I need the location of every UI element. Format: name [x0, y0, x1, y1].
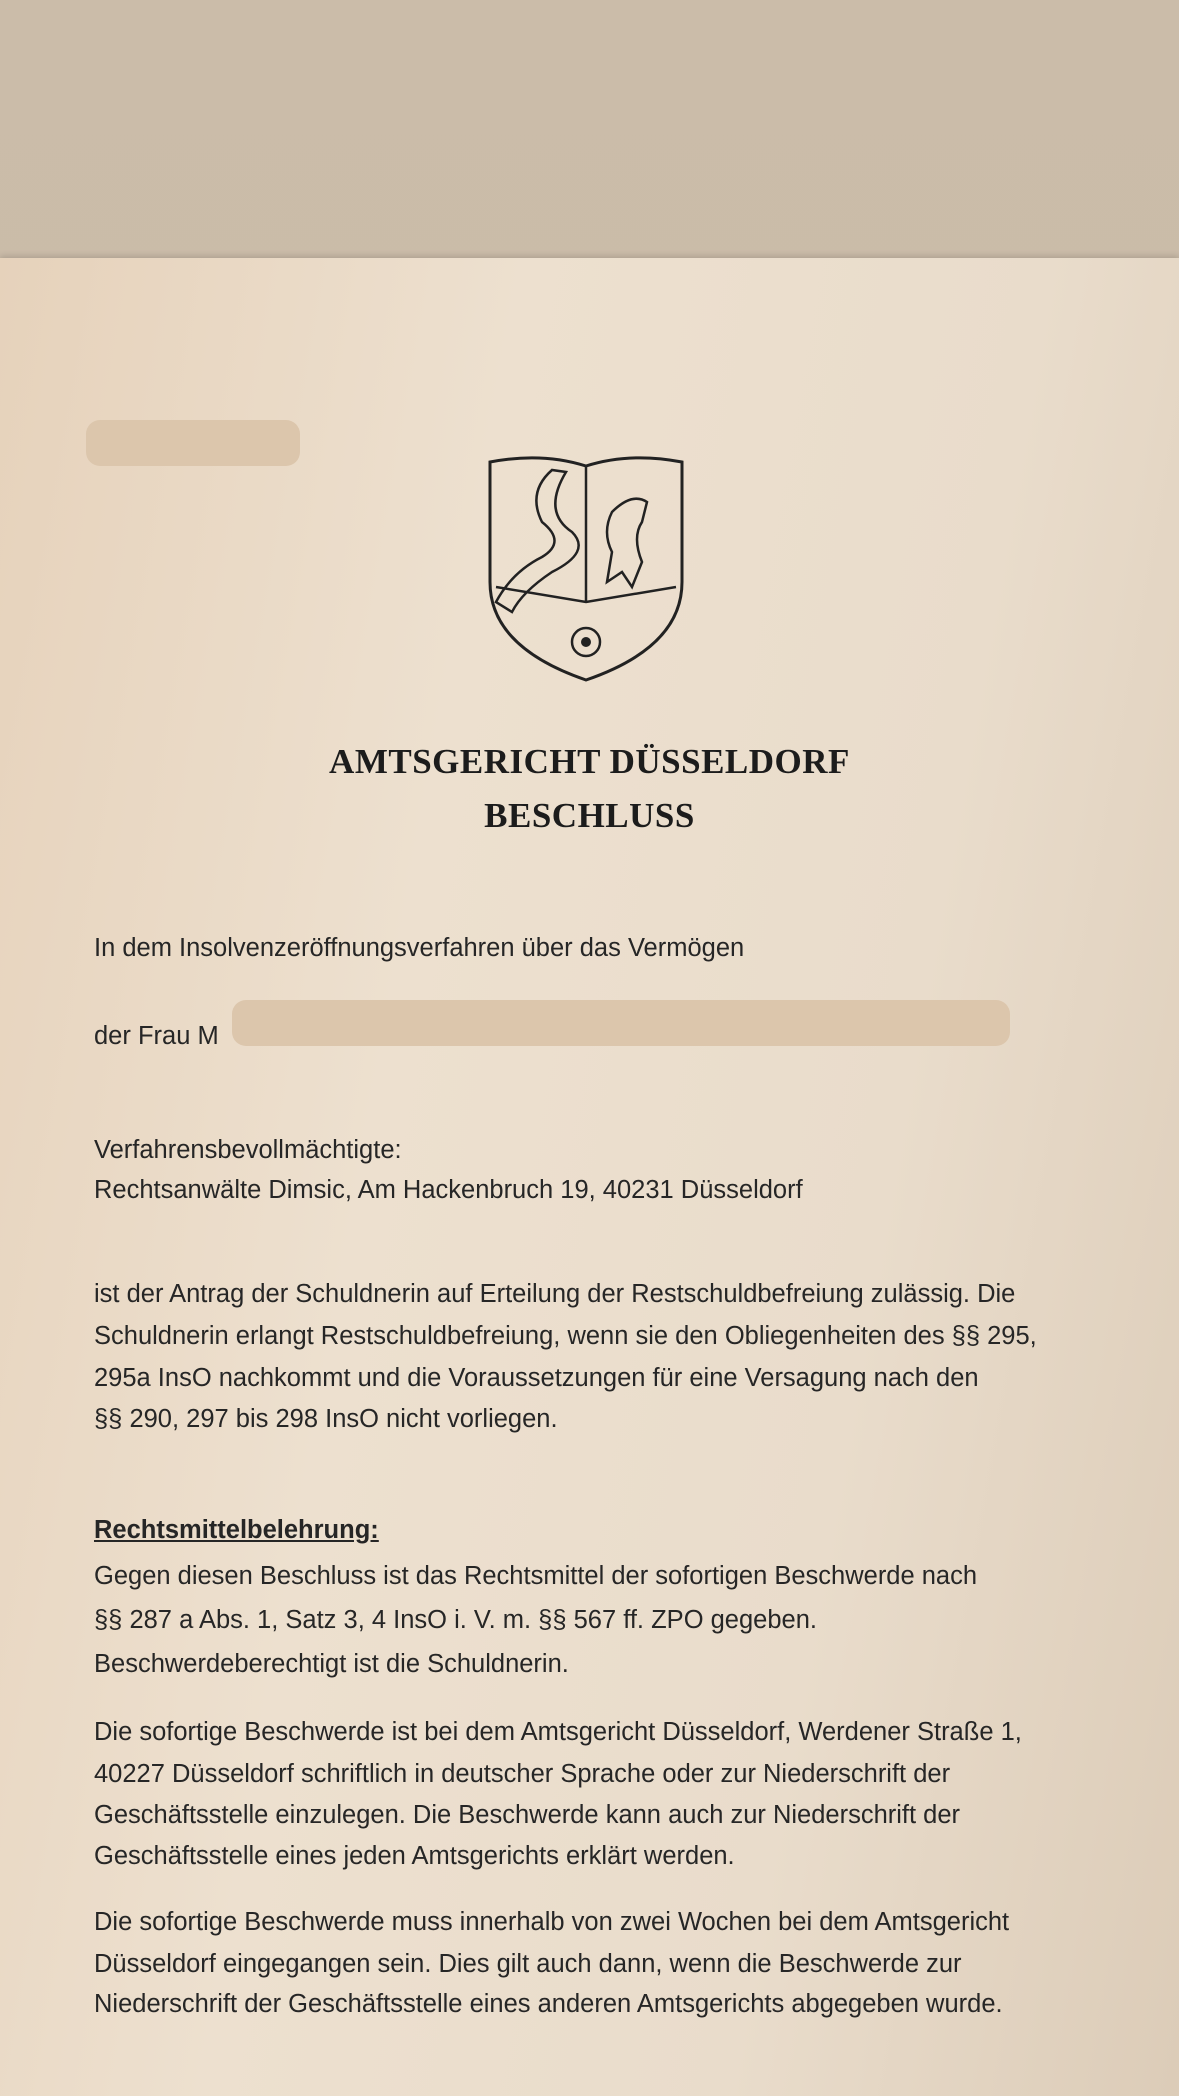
remedy-line: Die sofortige Beschwerde muss innerhalb von zwei Wochen bei dem Amtsgericht [94, 1908, 1010, 1936]
remedy-line: Niederschrift der Geschäftsstelle eines anderen Amtsgerichts abgegeben wurde. [94, 1990, 1003, 2018]
decision-line: §§ 290, 297 bis 298 InsO nicht vorliegen. [94, 1405, 558, 1433]
remedy-heading: Rechtsmittelbelehrung: [94, 1516, 379, 1544]
remedy-line: Geschäftsstelle eines jeden Amtsgerichts erklärt werden. [94, 1842, 735, 1870]
redacted-name [232, 1000, 1010, 1046]
redacted-area-top [86, 420, 300, 466]
counsel-label: Verfahrensbevollmächtigte: [94, 1136, 402, 1164]
remedy-line: Düsseldorf eingegangen sein. Dies gilt auch dann, wenn die Beschwerde zur [94, 1950, 962, 1978]
remedy-line: Geschäftsstelle einzulegen. Die Beschwerde kann auch zur Niederschrift der [94, 1801, 961, 1829]
decision-line: ist der Antrag der Schuldnerin auf Erteilung der Restschuldbefreiung zulässig. Die [94, 1280, 1016, 1308]
counsel-value: Rechtsanwälte Dimsic, Am Hackenbruch 19, 40231 Düsseldorf [94, 1176, 803, 1204]
document-type: BESCHLUSS [484, 796, 695, 835]
court-name: AMTSGERICHT DÜSSELDORF [329, 742, 850, 781]
remedy-line: Beschwerdeberechtigt ist die Schuldnerin. [94, 1650, 569, 1678]
remedy-line: Die sofortige Beschwerde ist bei dem Amtsgericht Düsseldorf, Werdener Straße 1, [94, 1718, 1022, 1746]
remedy-line: Gegen diesen Beschluss ist das Rechtsmittel der sofortigen Beschwerde nach [94, 1562, 978, 1590]
decision-line: 295a InsO nachkommt und die Voraussetzungen für eine Versagung nach den [94, 1364, 979, 1392]
intro-text: In dem Insolvenzeröffnungsverfahren über das Vermögen [94, 934, 745, 962]
debtor-name: der Frau M [94, 1022, 219, 1050]
remedy-line: §§ 287 a Abs. 1, Satz 3, 4 InsO i. V. m. §§ 567 ff. ZPO gegeben. [94, 1606, 817, 1634]
nrw-coat-of-arms-icon [482, 452, 690, 684]
remedy-line: 40227 Düsseldorf schriftlich in deutscher Sprache oder zur Niederschrift der [94, 1760, 951, 1788]
decision-line: Schuldnerin erlangt Restschuldbefreiung, wenn sie den Obliegenheiten des §§ 295, [94, 1322, 1037, 1350]
